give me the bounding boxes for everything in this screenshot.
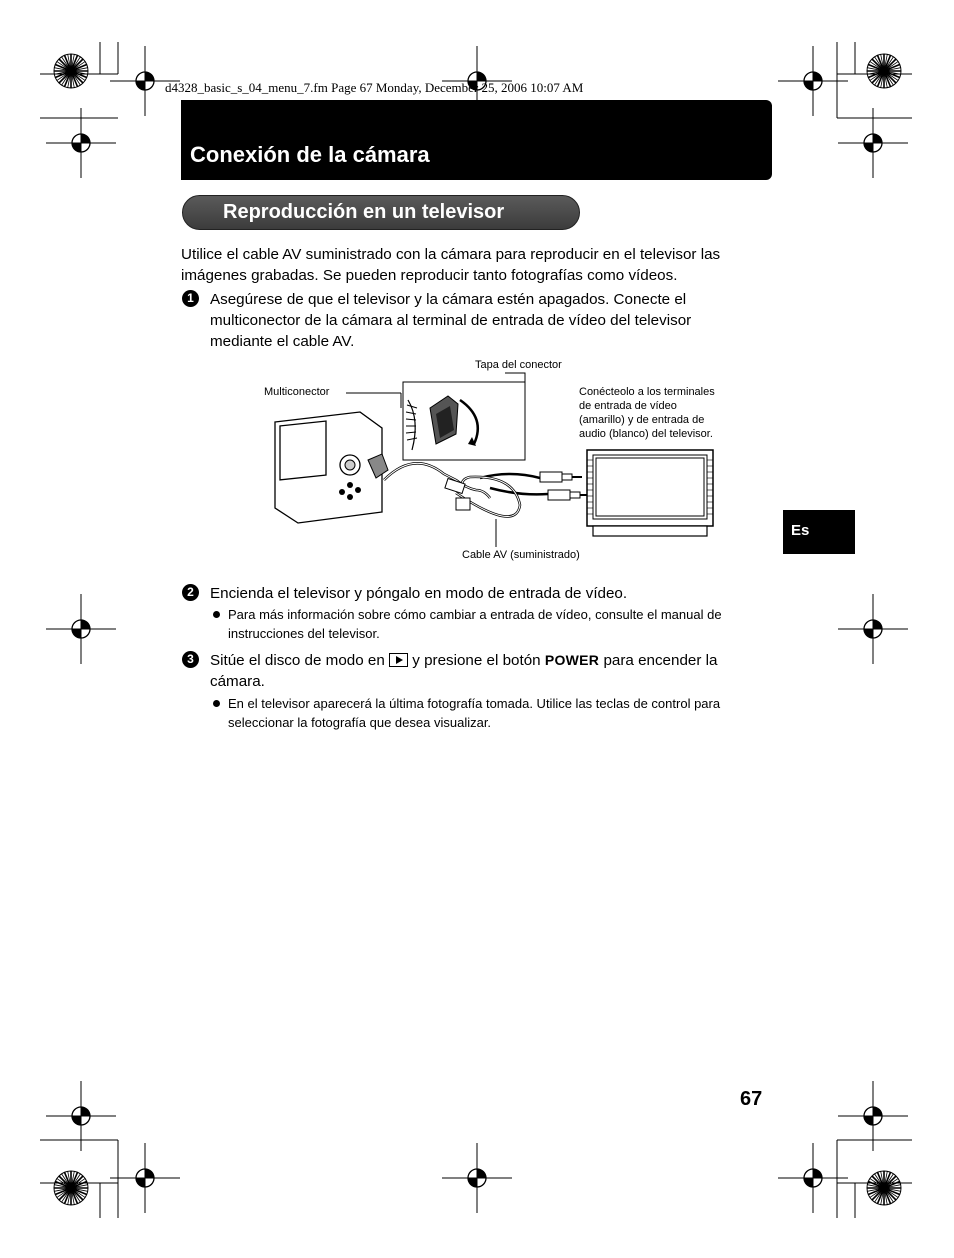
chapter-title-bar <box>181 100 772 180</box>
power-button-label: POWER <box>544 652 600 668</box>
playback-mode-icon <box>389 653 408 667</box>
section-title: Reproducción en un televisor <box>223 201 505 223</box>
step-number-2: 2 <box>182 584 199 601</box>
step-3-note: En el televisor aparecerá la última fotografía tomada. Utilice las teclas de control para seleccionar la fotografía que desea visualizar. <box>228 696 721 730</box>
label-multiconnector: Multiconector <box>264 386 330 398</box>
step-number-1: 1 <box>182 290 199 307</box>
step-1-text: Asegúrese de que el televisor y la cámara estén apagados. Conecte el multiconector de la cámara al terminal de entrada de vídeo del televisor mediante el cable AV. <box>210 291 692 350</box>
label-av-cable: Cable AV (suministrado) <box>462 549 580 561</box>
camera-tv-connection-illustration <box>260 360 740 550</box>
camera-illustration <box>275 412 388 523</box>
label-connector-cover: Tapa del conector <box>475 359 562 371</box>
bullet-dot <box>213 611 220 618</box>
step-2-note: Para más información sobre cómo cambiar a entrada de vídeo, consulte el manual de instrucciones del televisor. <box>228 607 722 641</box>
tv-illustration <box>587 450 713 536</box>
section-heading <box>182 195 580 230</box>
step-number-3: 3 <box>182 651 199 668</box>
chapter-title: Conexión de la cámara <box>190 142 430 167</box>
step-3-text: Sitúe el disco de modo en y presione el botón POWER para encender la cámara. <box>210 652 718 690</box>
page-number: 67 <box>740 1088 763 1110</box>
intro-paragraph: Utilice el cable AV suministrado con la cámara para reproducir en el televisor las imágenes grabadas. Se pueden reproducir tanto fotografías como vídeos. <box>181 246 721 284</box>
step-2-text: Encienda el televisor y póngalo en modo de entrada de vídeo. <box>210 585 628 602</box>
rca-plugs <box>540 472 590 500</box>
label-connect-note: Conécteolo a los terminales de entrada de vídeo (amarillo) y de entrada de audio (blanco) del televisor. <box>579 386 715 440</box>
bullet-dot <box>213 700 220 707</box>
language-tab <box>783 510 855 554</box>
file-header: d4328_basic_s_04_menu_7.fm Page 67 Monday, December 25, 2006 10:07 AM <box>165 80 584 95</box>
language-tab-label: Es <box>791 522 810 539</box>
